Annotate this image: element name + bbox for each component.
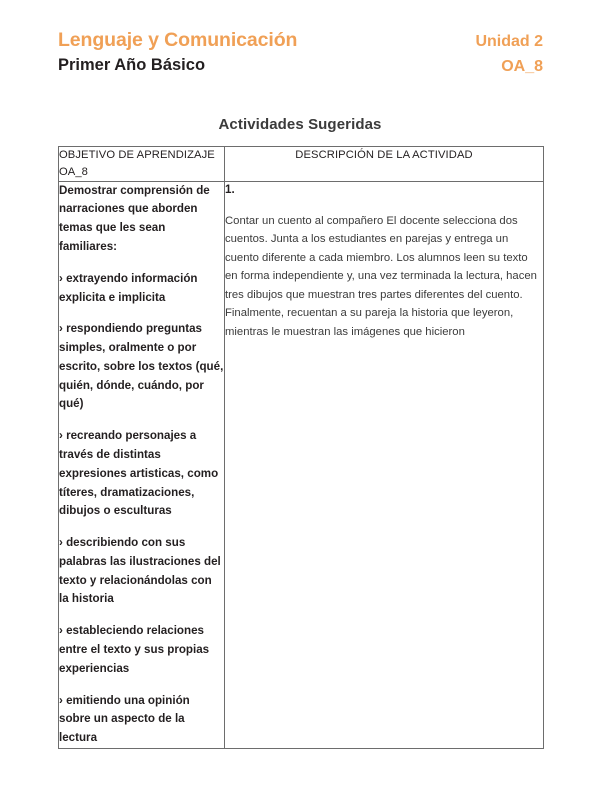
objective-bullet-3: › recreando personajes a través de distintas expresiones artisticas, como títeres, dramatizaciones, dibujos o esculturas bbox=[59, 429, 219, 518]
table-row bbox=[59, 181, 544, 748]
grade-title: Primer Año Básico bbox=[58, 55, 206, 74]
document-header bbox=[58, 30, 543, 77]
header-right-group bbox=[475, 30, 543, 77]
objective-bullet-2: › respondiendo preguntas simples, oralmente o por escrito, sobre los textos (qué, quién, dónde, cuándo, por qué) bbox=[59, 322, 224, 411]
activities-table bbox=[58, 146, 544, 749]
objective-cell bbox=[59, 181, 225, 748]
table-header-row bbox=[59, 147, 544, 182]
activity-description: Contar un cuento al compañero El docente selecciona dos cuentos. Junta a los estudiantes en parejas y entrega un cuento diferente a cada miembro. Los alumnos leen su texto en forma independiente y, una vez terminada la lectura, hacen tres dibujos que muestran tres partes diferentes del cuento. Finalmente, recuentan a su pareja la historia que leyeron, mientras le muestran las imágenes que hicieron bbox=[225, 214, 537, 338]
objective-intro: Demostrar comprensión de narraciones que aborden temas que les sean familiares: bbox=[59, 183, 210, 253]
objective-bullet-4: › describiendo con sus palabras las ilustraciones del texto y relacionándolas con la historia bbox=[59, 536, 221, 606]
objective-bullet-5: › estableciendo relaciones entre el texto y sus propias experiencias bbox=[59, 624, 210, 675]
description-cell bbox=[225, 181, 544, 748]
oa-code-label: OA_8 bbox=[501, 58, 543, 75]
subject-title: Lenguaje y Comunicación bbox=[58, 29, 298, 51]
section-title: Actividades Sugeridas bbox=[218, 116, 382, 133]
objective-bullet-6: › emitiendo una opinión sobre un aspecto de la lectura bbox=[59, 693, 190, 745]
column-header-description: DESCRIPCIÓN DE LA ACTIVIDAD bbox=[225, 147, 544, 182]
column-header-objective: OBJETIVO DE APRENDIZAJE OA_8 bbox=[59, 147, 225, 182]
objective-bullet-1: › extrayendo información explicita e implicita bbox=[59, 271, 198, 304]
activity-number: 1. bbox=[225, 182, 235, 196]
header-left-group bbox=[58, 30, 297, 76]
unit-label: Unidad 2 bbox=[475, 33, 543, 50]
